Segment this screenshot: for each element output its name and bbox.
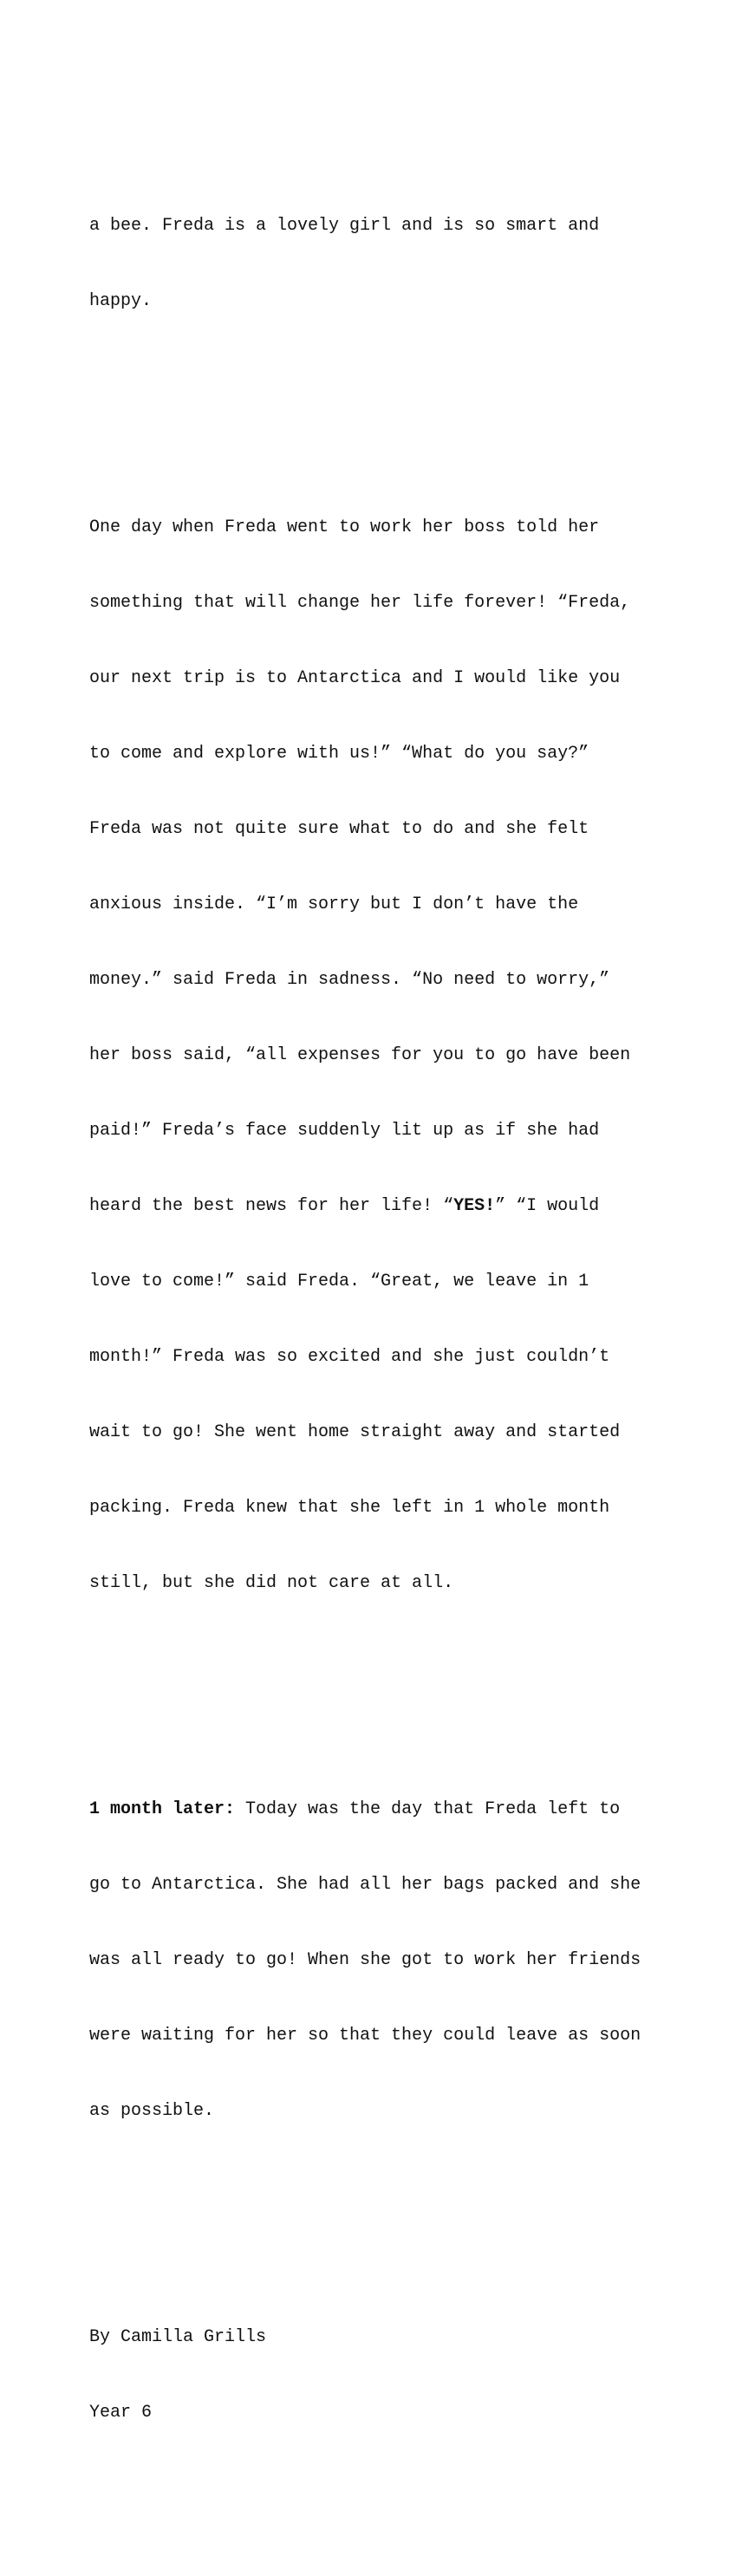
- paragraph-2-line-10: [89, 1194, 696, 1219]
- paragraph-3-line-3: was all ready to go! When she got to work her friends: [89, 1950, 642, 1970]
- paragraph-3: [89, 1747, 696, 2174]
- paragraph-3-line-1-text: Today was the day that Freda left to: [235, 1799, 621, 1819]
- paragraph-2-line-7: money.” said Freda in sadness. “No need to worry,”: [89, 970, 610, 990]
- yes-exclamation: YES!: [453, 1196, 496, 1216]
- document-body: [89, 88, 696, 2576]
- signature-block: [89, 2274, 696, 2475]
- paragraph-1: [89, 163, 696, 364]
- paragraph-2-line-15: still, but she did not care at all.: [89, 1573, 454, 1593]
- paragraph-2-line-3: our next trip is to Antarctica and I would like you: [89, 668, 621, 688]
- paragraph-2: [89, 465, 696, 1646]
- paragraph-1-line-2: happy.: [89, 291, 153, 311]
- line-10-text-before: heard the best news for her life! “: [89, 1196, 454, 1216]
- paragraph-2-line-9: paid!” Freda’s face suddenly lit up as if she had: [89, 1121, 600, 1141]
- paragraph-3-line-1: [89, 1797, 696, 1822]
- paragraph-2-line-11: love to come!” said Freda. “Great, we leave in 1: [89, 1272, 589, 1291]
- paragraph-3-line-2: go to Antarctica. She had all her bags packed and she: [89, 1875, 642, 1895]
- paragraph-2-line-2: something that will change her life forever! “Freda,: [89, 593, 631, 613]
- paragraph-2-line-5: Freda was not quite sure what to do and she felt: [89, 819, 589, 839]
- paragraph-2-line-12: month!” Freda was so excited and she just couldn’t: [89, 1347, 610, 1367]
- paragraph-2-line-4: to come and explore with us!” “What do you say?”: [89, 744, 589, 764]
- paragraph-2-line-13: wait to go! She went home straight away and started: [89, 1422, 621, 1442]
- paragraph-1-line-1: a bee. Freda is a lovely girl and is so smart and: [89, 216, 600, 236]
- line-10-text-after: ” “I would: [495, 1196, 600, 1216]
- author-name: By Camilla Grills: [89, 2327, 267, 2347]
- paragraph-2-line-14: packing. Freda knew that she left in 1 whole month: [89, 1498, 610, 1518]
- paragraph-3-line-5: as possible.: [89, 2101, 215, 2121]
- paragraph-2-line-8: her boss said, “all expenses for you to go have been: [89, 1045, 631, 1065]
- paragraph-2-line-6: anxious inside. “I’m sorry but I don’t have the: [89, 894, 579, 914]
- time-marker: 1 month later:: [89, 1799, 236, 1819]
- paragraph-2-line-1: One day when Freda went to work her boss told her: [89, 517, 600, 537]
- school-year: Year 6: [89, 2403, 153, 2423]
- paragraph-3-line-4: were waiting for her so that they could leave as soon: [89, 2026, 642, 2046]
